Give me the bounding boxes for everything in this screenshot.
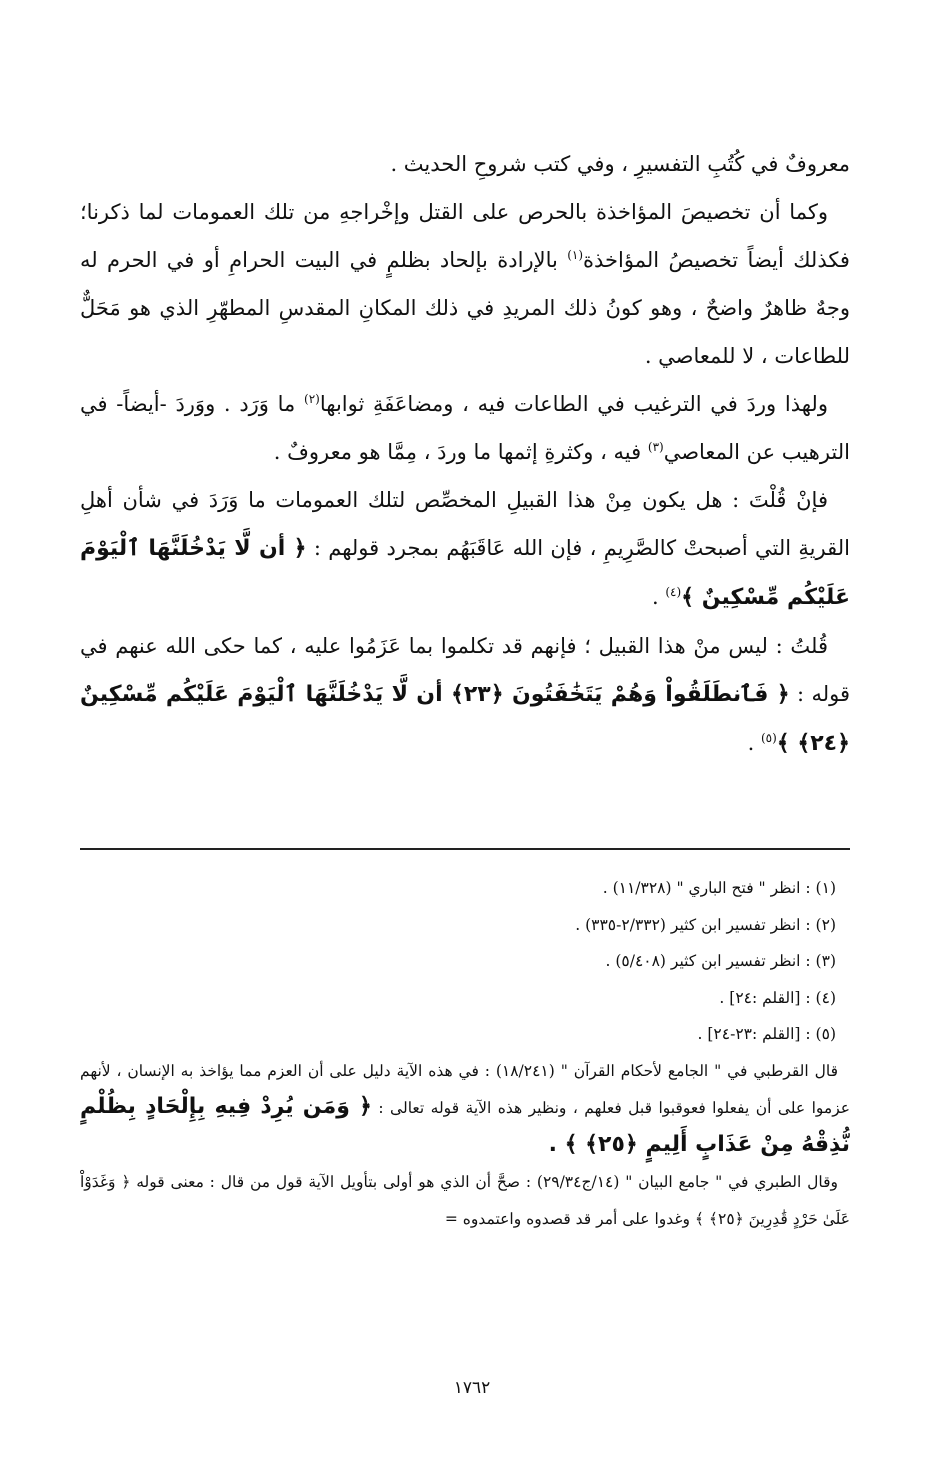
text-line: فيه ، وكثرةِ إثمها ما وردَ ، مِمَّا هو معروفٌ .	[273, 440, 642, 464]
page-number: ١٧٦٢	[453, 1378, 491, 1398]
paragraph-2	[80, 188, 850, 380]
footnotes	[80, 870, 850, 1237]
quran-verse: ﴿ أن لَّا يَدْخُلَنَّهَا ٱلْيَوْمَ عَلَيْكُم مِّسْكِينٌ ﴾	[80, 536, 850, 610]
footnote-ref-5[interactable]: (٥)	[760, 731, 777, 745]
footnote-extension	[80, 1053, 850, 1165]
footnote-5: (٥) : [القلم :٢٣-٢٤] .	[697, 1025, 836, 1043]
text-line: معروفٌ في كُتُبِ التفسيرِ ، وفي كتب شروحِ الحديث .	[390, 152, 850, 176]
footnote-ref-1[interactable]: (١)	[567, 248, 584, 262]
footnote-3: (٣) : انظر تفسير ابن كثير (٥/٤٠٨) .	[605, 952, 836, 970]
text-line: وكما أن تخصيصَ المؤاخذة بالحرص على القتل وإخْراجهِ من تلك العمومات لما ذكرنا؛ فكذلك أيضاً تخصيصُ المؤاخذة	[80, 200, 850, 272]
quran-verse: ﴿ وَمَن يُرِدْ فِيهِ بِإِلْحَادٍ بِظُلْمٍ نُّذِقْهُ مِنْ عَذَابٍ أَلِيمٍ ﴿٢٥﴾ ﴾ .	[80, 1094, 850, 1157]
footnote-extension	[80, 1164, 850, 1237]
text-line: قُلتُ : ليس منْ هذا القبيل ؛ فإنهم قد تكلموا بما عَزَمُوا عليه ، كما حكى الله عنهم في قوله :	[80, 634, 850, 706]
paragraph-3	[80, 380, 850, 476]
paragraph-1	[80, 140, 850, 188]
text-line: ولهذا وردَ في الترغيب في الطاعات فيه ، ومضاعَفَةِ ثوابها	[319, 392, 828, 416]
footnote-text: قال القرطبي في " الجامع لأحكام القرآن " (١٨/٢٤١) : في هذه الآية دليل على أن العزم مما يؤاخذ به الإنسان ، لأنهم عزموا على أن يفعلوا فعوقبوا قبل فعلهم ، ونظير هذه الآية قوله تعالى :	[80, 1061, 850, 1117]
footnote-4: (٤) : [القلم :٢٤] .	[719, 988, 836, 1007]
text-line: فإنْ قُلْتَ : هل يكون مِنْ هذا القبيلِ المخصِّص لتلك العمومات ما وَرَدَ في شأن أهلِ القريةِ التي أصبحتْ كالصَّرِيمِ ، فإن الله عَاقَبَهُم بمجرد قولهم :	[80, 488, 850, 560]
text-line: ما وَرَد . ووَردَ -أيضاً- في الترهيب عن المعاصي	[80, 392, 850, 464]
paragraph-4: فإنْ قُلْتَ : هل يكون مِنْ هذا القبيلِ المخصِّص لتلك العمومات ما وَرَدَ في شأن أهلِ القريةِ التي أصبحتْ كالصَّرِيمِ ، فإن الله عَاقَبَهُم بمجرد قولهم : ﴿ أن لَّا يَدْخُلَنَّهَا ٱلْيَوْمَ عَلَيْكُم مِّسْكِينٌ ﴾$^{(٤)}$ .	[80, 488, 850, 610]
text-line: بالإرادة بإلحاد بظلمٍ في البيت الحرامِ أو في الحرم له وجهٌ ظاهرٌ واضحٌ ، وهو كونُ ذلك المريدِ في ذلك المكانِ المقدسِ المطهّرِ الذي هو مَحَلٌّ للطاعات ، لا للمعاصي .	[80, 248, 850, 368]
footnote-ref-3[interactable]: (٣)	[647, 440, 664, 454]
footnote-ref-4[interactable]: (٤)	[665, 585, 682, 599]
footnote-text: قال : معنى قوله ﴿ وَغَدَوْاْ عَلَىٰ حَرْدٍ قَٰدِرِينَ ﴿٢٥﴾ ﴾ وغدوا على أمر قد قصدوه واعتمدوه =	[80, 1173, 850, 1228]
footnote-1: (١) : انظر " فتح الباري " (١١/٣٢٨) .	[602, 879, 836, 897]
footnote-ref-2[interactable]: (٢)	[304, 392, 320, 406]
footnote-separator	[80, 848, 850, 850]
footnote-text: وقال الطبري في " جامع البيان " (١٤/ج٢٩/٣٤) : صحَّ أن الذي هو أولى بتأويل الآية قول من	[249, 1173, 839, 1191]
footnote-2: (٢) : انظر تفسير ابن كثير (٢/٣٣٢-٣٣٥) .	[575, 915, 836, 934]
paragraph-5: قُلتُ : ليس منْ هذا القبيل ؛ فإنهم قد تكلموا بما عَزَمُوا عليه ، كما حكى الله عنهم في قوله : ﴿ فَٱنطَلَقُواْ وَهُمْ يَتَخَٰفَتُونَ ﴿٢٣﴾ أن لَّا يَدْخُلَنَّهَا ٱلْيَوْمَ عَلَيْكُم مِّسْكِينٌ ﴿٢٤﴾ ﴾$^{(٥)}$ .	[80, 634, 850, 756]
quran-verse: ﴿ فَٱنطَلَقُواْ وَهُمْ يَتَخَٰفَتُونَ ﴿٢٣﴾ أن لَّا يَدْخُلَنَّهَا ٱلْيَوْمَ عَلَيْكُم مِّسْكِينٌ ﴿٢٤﴾ ﴾	[80, 682, 850, 756]
main-text	[80, 140, 850, 768]
